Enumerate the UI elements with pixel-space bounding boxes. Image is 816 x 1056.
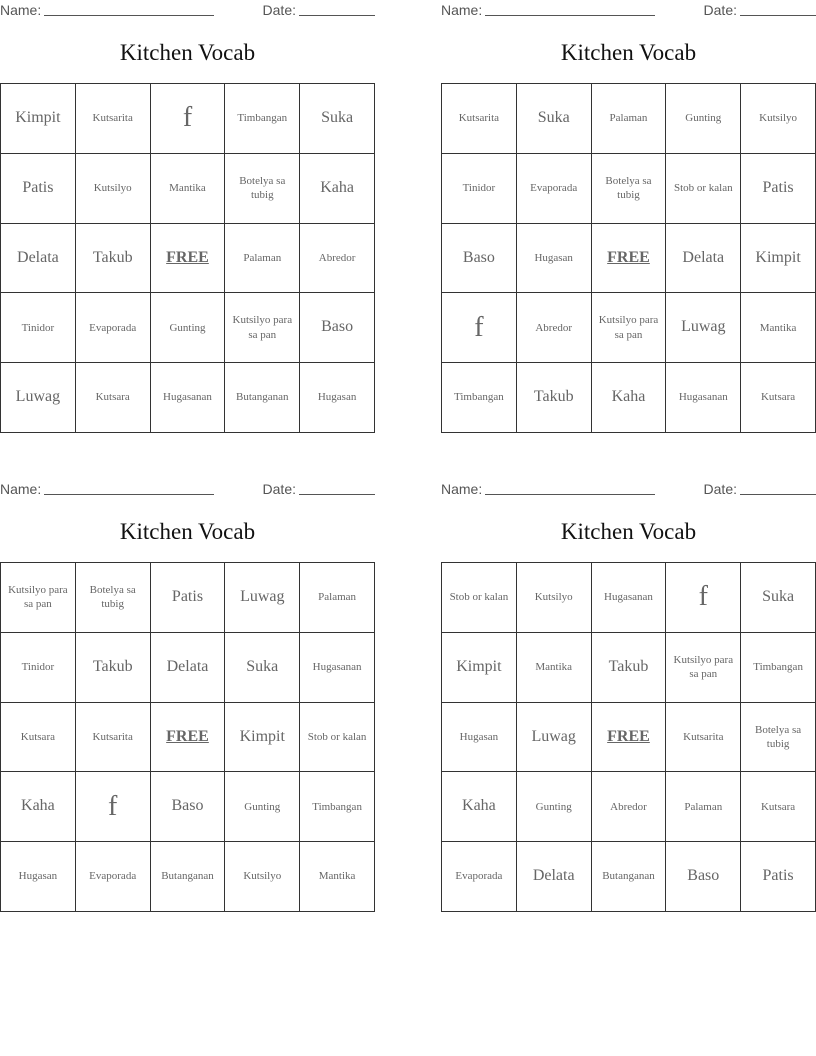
bingo-cell: Timbangan <box>442 363 517 433</box>
bingo-cell: Tinidor <box>1 633 76 703</box>
bingo-cell: Takub <box>517 363 592 433</box>
bingo-cell: Baso <box>666 842 741 912</box>
bingo-card-2 <box>441 0 816 440</box>
bingo-cell: Stob or kalan <box>666 154 741 224</box>
bingo-cell: f <box>76 772 151 842</box>
name-blank-line <box>44 482 214 495</box>
bingo-cell: Gunting <box>517 772 592 842</box>
bingo-cell: Delata <box>151 633 226 703</box>
bingo-cell: Abredor <box>592 772 667 842</box>
bingo-cell: Delata <box>1 224 76 294</box>
bingo-cell: Hugasan <box>517 224 592 294</box>
bingo-cell: Mantika <box>151 154 226 224</box>
bingo-card-4 <box>441 479 816 919</box>
card-header <box>0 2 375 20</box>
date-field <box>263 2 375 18</box>
date-field <box>704 2 816 18</box>
card-header <box>441 2 816 20</box>
card-title: Kitchen Vocab <box>560 40 697 65</box>
bingo-cell: Kutsilyo <box>76 154 151 224</box>
bingo-cell: Kutsara <box>741 772 816 842</box>
name-blank-line <box>44 3 214 16</box>
bingo-cell: Kutsarita <box>76 84 151 154</box>
bingo-cell: Botelya sa tubig <box>741 703 816 773</box>
bingo-cell: Tinidor <box>442 154 517 224</box>
bingo-cell: Butanganan <box>225 363 300 433</box>
bingo-cell: Mantika <box>300 842 375 912</box>
bingo-cell: Baso <box>300 293 375 363</box>
bingo-cell: Butanganan <box>592 842 667 912</box>
bingo-cell: Kutsilyo <box>741 84 816 154</box>
bingo-card-3 <box>0 479 375 919</box>
bingo-cell: Botelya sa tubig <box>225 154 300 224</box>
bingo-cell: Suka <box>300 84 375 154</box>
name-field <box>0 481 214 497</box>
bingo-cell: Hugasanan <box>151 363 226 433</box>
bingo-cell: Luwag <box>666 293 741 363</box>
bingo-cell: Kimpit <box>442 633 517 703</box>
name-blank-line <box>485 3 655 16</box>
card-title: Kitchen Vocab <box>560 519 697 544</box>
bingo-cell: Suka <box>517 84 592 154</box>
bingo-cell: Kutsarita <box>666 703 741 773</box>
date-field <box>704 481 816 497</box>
bingo-cell: Evaporada <box>76 842 151 912</box>
bingo-cell: Butanganan <box>151 842 226 912</box>
bingo-cell: Kaha <box>592 363 667 433</box>
bingo-cell: Luwag <box>1 363 76 433</box>
bingo-cell: Gunting <box>151 293 226 363</box>
bingo-cell: Takub <box>592 633 667 703</box>
bingo-cell: Kimpit <box>1 84 76 154</box>
card-header <box>0 481 375 499</box>
bingo-cell: Palaman <box>225 224 300 294</box>
name-label: Name: <box>441 481 483 497</box>
name-label: Name: <box>0 481 42 497</box>
bingo-cell: Kimpit <box>225 703 300 773</box>
bingo-cell: Kutsara <box>741 363 816 433</box>
free-space-cell: FREE <box>592 224 667 294</box>
date-blank-line <box>299 3 375 16</box>
bingo-cell: Tinidor <box>1 293 76 363</box>
bingo-cell: Mantika <box>517 633 592 703</box>
bingo-cell: Kutsilyo para sa pan <box>592 293 667 363</box>
name-field <box>441 481 655 497</box>
bingo-cell: Kimpit <box>741 224 816 294</box>
date-label: Date: <box>703 2 737 18</box>
date-label: Date: <box>262 481 296 497</box>
name-blank-line <box>485 482 655 495</box>
bingo-cell: Patis <box>741 154 816 224</box>
bingo-cell: Luwag <box>225 563 300 633</box>
card-title: Kitchen Vocab <box>119 40 256 65</box>
name-field <box>0 2 214 18</box>
bingo-cell: Timbangan <box>225 84 300 154</box>
bingo-cell: Abredor <box>300 224 375 294</box>
bingo-cell: Gunting <box>225 772 300 842</box>
bingo-cell: Hugasanan <box>592 563 667 633</box>
free-space-cell: FREE <box>151 703 226 773</box>
bingo-cell: Takub <box>76 633 151 703</box>
bingo-cell: Evaporada <box>517 154 592 224</box>
bingo-cell: Kutsara <box>1 703 76 773</box>
bingo-cell: Kaha <box>442 772 517 842</box>
bingo-grid <box>0 83 375 433</box>
free-space-cell: FREE <box>592 703 667 773</box>
bingo-cell: Kutsilyo para sa pan <box>225 293 300 363</box>
date-blank-line <box>740 3 816 16</box>
bingo-cell: Hugasan <box>442 703 517 773</box>
bingo-grid <box>441 83 816 433</box>
bingo-cell: Baso <box>442 224 517 294</box>
date-label: Date: <box>262 2 296 18</box>
card-title: Kitchen Vocab <box>119 519 256 544</box>
bingo-cell: Botelya sa tubig <box>76 563 151 633</box>
bingo-cell: Takub <box>76 224 151 294</box>
bingo-cell: Hugasan <box>1 842 76 912</box>
bingo-cell: Luwag <box>517 703 592 773</box>
bingo-cell: f <box>442 293 517 363</box>
bingo-grid <box>441 562 816 912</box>
bingo-cell: Hugasanan <box>300 633 375 703</box>
bingo-cell: Botelya sa tubig <box>592 154 667 224</box>
bingo-cell: Patis <box>1 154 76 224</box>
bingo-cell: Timbangan <box>300 772 375 842</box>
bingo-cell: Delata <box>517 842 592 912</box>
bingo-cell: Evaporada <box>76 293 151 363</box>
date-field <box>263 481 375 497</box>
bingo-cell: Kutsilyo para sa pan <box>666 633 741 703</box>
bingo-cell: Suka <box>225 633 300 703</box>
bingo-cell: Timbangan <box>741 633 816 703</box>
bingo-cell: Evaporada <box>442 842 517 912</box>
bingo-cell: Mantika <box>741 293 816 363</box>
free-space-cell: FREE <box>151 224 226 294</box>
bingo-cell: Palaman <box>300 563 375 633</box>
bingo-cell: Kutsilyo <box>517 563 592 633</box>
bingo-cell: Hugasan <box>300 363 375 433</box>
bingo-cell: Patis <box>151 563 226 633</box>
bingo-cell: Kutsilyo <box>225 842 300 912</box>
date-blank-line <box>299 482 375 495</box>
bingo-cell: f <box>666 563 741 633</box>
bingo-cell: Palaman <box>592 84 667 154</box>
name-label: Name: <box>441 2 483 18</box>
card-header <box>441 481 816 499</box>
bingo-grid <box>0 562 375 912</box>
bingo-cell: Stob or kalan <box>442 563 517 633</box>
name-field <box>441 2 655 18</box>
bingo-cell: Hugasanan <box>666 363 741 433</box>
bingo-cell: Suka <box>741 563 816 633</box>
bingo-cell: Stob or kalan <box>300 703 375 773</box>
bingo-cell: Delata <box>666 224 741 294</box>
date-blank-line <box>740 482 816 495</box>
bingo-cell: Baso <box>151 772 226 842</box>
bingo-cell: Abredor <box>517 293 592 363</box>
bingo-cell: Kutsarita <box>76 703 151 773</box>
bingo-cell: Kutsara <box>76 363 151 433</box>
name-label: Name: <box>0 2 42 18</box>
bingo-cell: Kutsilyo para sa pan <box>1 563 76 633</box>
bingo-cell: Kaha <box>1 772 76 842</box>
bingo-card-1 <box>0 0 375 440</box>
bingo-cell: Gunting <box>666 84 741 154</box>
bingo-cell: Kaha <box>300 154 375 224</box>
bingo-cell: f <box>151 84 226 154</box>
date-label: Date: <box>703 481 737 497</box>
bingo-cell: Kutsarita <box>442 84 517 154</box>
bingo-cell: Palaman <box>666 772 741 842</box>
bingo-cell: Patis <box>741 842 816 912</box>
